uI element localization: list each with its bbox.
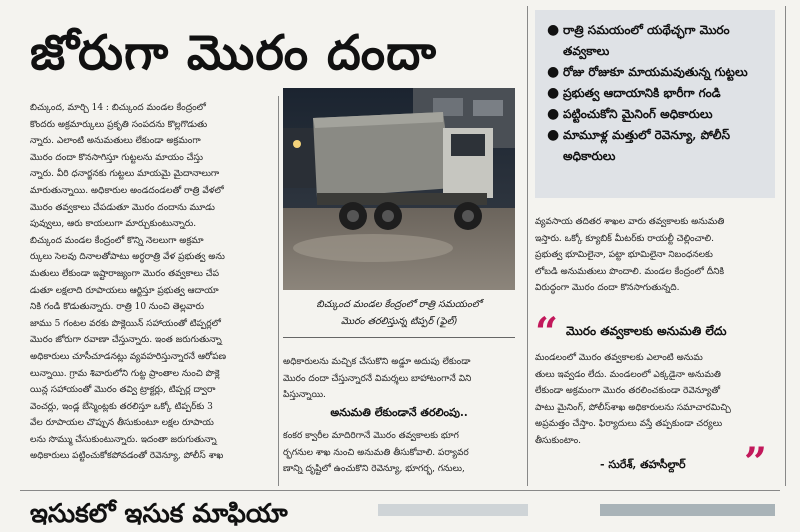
article-line: ర్కులు సెలవు దినాలతోపాటు అర్ధరాత్రి వేళ ప్రభుత్వ అను <box>30 252 225 263</box>
article-line: మొరం దందా చేస్తున్నారనే విమర్శలు బాహాటంగానే విని <box>283 373 472 384</box>
article-line: విరుద్ధంగా మొరం దందా కొనసాగుతున్నది. <box>535 283 680 294</box>
quote-line: అప్రమత్తం చేస్తాం. ఫిర్యాదులు వస్తే తప్పకుండా చర్యలు <box>535 419 723 430</box>
next-article-headline: ఇసుకలో ఇసుక మాఫియా <box>30 499 288 529</box>
article-line: ణాన్ని దృష్టిలో ఉంచుకొని రెవెన్యూ, భూగర్భ, గనులు, <box>283 464 465 475</box>
caption-line: మొరం తరలిస్తున్న టిప్పర్‌ (ఫైల్‌) <box>340 316 458 327</box>
article-line: పిస్తున్నాయి. <box>283 390 326 401</box>
article-line: కొందరు అక్రమార్కులు ప్రకృతి సంపదను కొల్లగొడుతు <box>30 119 208 130</box>
article-line: ఇస్తారు. ఒక్కో క్యూబిక్‌ మీటర్‌కు రాయల్టీ చెల్లించాలి. <box>535 233 714 244</box>
bullet-icon: ● <box>547 64 560 80</box>
highlights-list <box>535 10 775 167</box>
article-line: నికి గండి కొడుతున్నారు. రాత్రి 10 నుంచి తెల్లవారు <box>30 302 204 313</box>
article-line: న్నారు. వీరి ధనార్జనకు గుట్టలు మాయమై మైదానాలుగా <box>30 169 220 180</box>
headline: జోరుగా మొరం దందా <box>30 25 437 81</box>
highlight-text: రాత్రి సమయంలో యథేచ్ఛగా మొరం తవ్వకాలు <box>563 23 730 58</box>
article-line: అధికారులు పట్టించుకోకపోవడంతో రెవెన్యూ, పోలీస్‌ శాఖ <box>30 451 224 462</box>
caption-line: బిచ్కుంద మండల కేంద్రంలో రాత్రి సమయంలో <box>316 299 482 310</box>
next-article-photo <box>378 504 528 516</box>
highlight-text: పట్టించుకోని మైనింగ్‌ అధికారులు <box>563 107 713 121</box>
page-edge-rule <box>785 6 786 486</box>
quote-line: పాటు మైనింగ్‌, పోలీస్‌శాఖ అధికారులను సమాచారమిచ్చి <box>535 402 731 413</box>
article-column-1 <box>30 100 276 480</box>
article-line: ర్భగనుల శాఖ నుంచి అనుమతి తీసుకోవాలి. పర్యావర <box>283 447 469 458</box>
truck-illustration <box>283 88 515 290</box>
article-line: మొరం దందా కొనసాగిస్తూ గుట్టలను మాయం చేస్తు <box>30 152 203 163</box>
article-column-3 <box>535 214 775 314</box>
quote-heading: మొరం తవ్వకాలకు అనుమతి లేదు <box>566 324 727 338</box>
article-line: వ్యవసాయ తదితర శాఖల వారు తవ్వకాలకు అనుమతి <box>535 217 725 227</box>
quote-close-icon: ” <box>744 439 768 486</box>
article-line: కంకర క్వారీల మాదిరిగానే మొరం తవ్వకాలకు భూగ <box>283 431 459 441</box>
article-line: అధికారులను మచ్చిక చేసుకొని అడ్డూ అదుపు లేకుండా <box>283 357 471 367</box>
subheading: అనుమతి లేకుండానే తరలింపు.. <box>330 406 468 419</box>
article-line: డుతూ లక్షలాది రూపాయలు ఆర్జిస్తూ ప్రభుత్వ ఆదాయా <box>30 285 219 296</box>
highlight-text: ప్రభుత్వ ఆదాయానికి భారీగా గండి <box>563 86 721 100</box>
article-line: పువ్వులు, ఆరు కాయలుగా మార్చుకుంటున్నారు. <box>30 219 197 230</box>
highlights-box <box>535 10 775 198</box>
article-line: మొరం జోరుగా రవాణా చేస్తున్నారు. ఇంత జరుగుతున్నా <box>30 335 222 346</box>
article-line: మారుతున్నాయి. అధికారుల అండదండలతో రాత్రి వేళలో <box>30 185 224 196</box>
article-line: మొరం తవ్వకాలు చేపడుతూ మొరం దందాను మూడు <box>30 202 215 213</box>
caption-divider <box>283 337 515 338</box>
article-line: వెంచర్లు, ఇండ్ల బేస్మెంట్లకు తరలిస్తూ ఒక్కో టిప్పర్‌కు 3 <box>30 401 213 412</box>
quote-line: తులు ఇవ్వడం లేదు. మండలంలో ఎక్కడైనా అనుమతి <box>535 369 721 380</box>
bullet-icon: ● <box>547 85 560 101</box>
article-line: వేల రూపాయల చొప్పున తీసుకుంటూ లక్షల రూపాయ <box>30 418 214 429</box>
quote-line: తీసుకుంటాం. <box>535 435 582 446</box>
highlight-item <box>547 20 767 62</box>
article-column-2b <box>283 428 515 488</box>
quote-signature: - సురేశ్‌, తహసీల్దార్‌ <box>600 458 686 471</box>
photo-caption <box>283 296 515 336</box>
quote-body <box>535 350 775 446</box>
article-line: లను సొమ్ము చేసుకుంటున్నారు. ఇదంతా జరుగుతున్నా <box>30 434 217 445</box>
quote-line: మండలంలో మొరం తవ్వకాలకు ఎలాంటి అనుమ <box>535 353 703 363</box>
highlight-item <box>547 62 767 83</box>
article-line: ప్రభుత్వ భూమిలైనా, పట్టా భూమిలైనా నిబంధనలకు <box>535 250 713 261</box>
highlight-item <box>547 125 767 167</box>
column-divider <box>527 6 528 486</box>
truck-photo <box>283 88 515 290</box>
column-divider <box>278 96 279 486</box>
article-line: లున్నాయి. గ్రామ శివారులోని గుట్ట ప్రాంతాల నుంచి పొక్లె <box>30 368 220 379</box>
quote-line: లేకుండా అక్రమంగా మొరం తరలించకుండా రెవెన్యూతో <box>535 386 720 397</box>
next-article-photo <box>600 504 775 516</box>
article-line: బిచ్కుంద మండల కేంద్రంలో కొన్ని నెలలుగా అక్రమా <box>30 235 204 246</box>
section-divider <box>20 490 780 491</box>
article-line: జాము 5 గంటల వరకు పొక్లెయిన్‌ సహాయంతో టిప్పర్లలో <box>30 318 221 329</box>
bullet-icon: ● <box>547 106 560 122</box>
article-line: అధికారులు చూసీచూడనట్లు వ్యవహరిస్తున్నారనే ఆరోపణ <box>30 351 227 362</box>
article-line: యిన్ల సహాయంతో మొరం తవ్వి ట్రాక్టర్లు, టిప్పర్ల ద్వారా <box>30 385 216 396</box>
quote-open-icon: “ <box>535 309 559 356</box>
article-line: బిచ్కుంద, మార్చి 14 : బిచ్కుంద మండల కేంద్రంలో <box>30 103 206 113</box>
highlight-text: రోజు రోజుకూ మాయమవుతున్న గుట్టలు <box>563 65 748 79</box>
article-line: న్నారు. ఎలాంటి అనుమతులు లేకుండా అక్రమంగా <box>30 136 201 147</box>
highlight-text: మామూళ్ల మత్తులో రెవెన్యూ, పోలీస్‌ అధికారులు <box>563 128 731 163</box>
highlight-item <box>547 104 767 125</box>
bullet-icon: ● <box>547 127 560 143</box>
article-line: లోబడి అనుమతులు పొందాలి. మండల కేంద్రంలో దీనికి <box>535 266 725 277</box>
highlight-item <box>547 83 767 104</box>
article-line: మతులు లేకుండా ఇష్టారాజ్యంగా మొరం తవ్వకాలు చేప <box>30 268 219 279</box>
bullet-icon: ● <box>547 22 560 38</box>
